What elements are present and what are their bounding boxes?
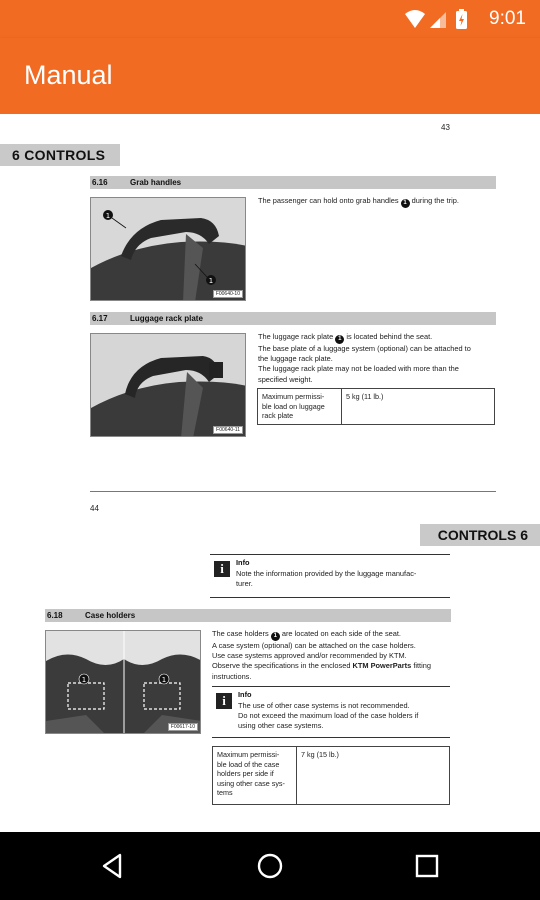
section-title: Case holders [85,611,136,620]
info-heading: Info [238,690,252,699]
svg-text:1: 1 [81,676,87,684]
info-heading: Info [236,558,250,567]
app-title: Manual [24,60,113,90]
marker-1: 1 [335,335,344,344]
luggage-rack-text: The luggage rack plate 1 is located behind the seat. The base plate of a luggage system (optional) can be attached to the luggage rack plate. The luggage rack plate may not be loaded with more than the specified weight. [258,332,471,384]
spec-table-luggage-rack [257,388,495,425]
marker-1: 1 [271,632,280,641]
spec-table-case-holders [212,746,450,805]
info-icon: i [216,693,232,709]
wifi-icon [405,10,425,28]
page-divider [90,491,496,492]
info-box [210,554,450,598]
section-number: 6.17 [92,314,108,323]
svg-text:1: 1 [208,277,214,285]
recents-button[interactable] [410,849,444,883]
section-header-luggage-rack-plate [90,312,496,325]
grab-handles-text: The passenger can hold onto grab handles 1 during the trip. [258,196,459,206]
info-icon: i [214,561,230,577]
status-icons [404,9,470,31]
navigation-bar [0,832,540,900]
page-number: 43 [441,123,450,132]
home-button[interactable] [253,849,287,883]
app-bar [0,38,540,114]
back-button[interactable] [96,849,130,883]
luggage-rack-photo [90,333,246,437]
signal-icon [430,12,446,28]
back-icon [96,849,130,883]
spec-value: 5 kg (11 lb.) [342,389,495,425]
status-bar [0,0,540,38]
home-icon [253,849,287,883]
spec-label: Maximum permissi- ble load of the case holders per side if using other case sys- tems [213,747,297,805]
photo-caption: F00617-10 [168,723,198,731]
case-holders-photo [45,630,201,734]
page-number: 44 [90,504,99,513]
battery-icon [456,9,467,29]
section-number: 6.18 [47,611,63,620]
section-number: 6.16 [92,178,108,187]
section-title: Grab handles [130,178,182,187]
photo-caption: F00640-10 [213,290,243,298]
info-box [212,686,450,738]
info-text: The use of other case systems is not recommended. Do not exceed the maximum load of the case holders if using other case systems. [238,701,419,731]
section-header-case-holders [45,609,451,622]
photo-caption: F00640-11 [213,426,243,434]
pdf-document-view[interactable] [0,114,540,832]
case-holders-text: The case holders 1 are located on each side of the seat. A case system (optional) can be attached on the case holders. Use case systems approved and/or recommended by KTM. Observe the specifications in the enclosed KTM PowerParts fitting instructions. [212,629,431,681]
spec-value: 7 kg (15 lb.) [297,747,450,805]
section-header-grab-handles [90,176,496,189]
svg-text:1: 1 [105,212,111,220]
status-time: 9:01 [489,8,526,29]
recents-icon [410,849,444,883]
marker-1: 1 [401,199,410,208]
section-title: Luggage rack plate [130,314,203,323]
grab-handles-photo [90,197,246,301]
chapter-header: 6 CONTROLS [0,144,120,166]
brand-name: KTM PowerParts [352,661,412,671]
svg-text:1: 1 [161,676,167,684]
chapter-header: CONTROLS 6 [420,524,540,546]
spec-label: Maximum permissi- ble load on luggage rack plate [258,389,342,425]
info-text: Note the information provided by the luggage manufac- turer. [236,569,417,589]
